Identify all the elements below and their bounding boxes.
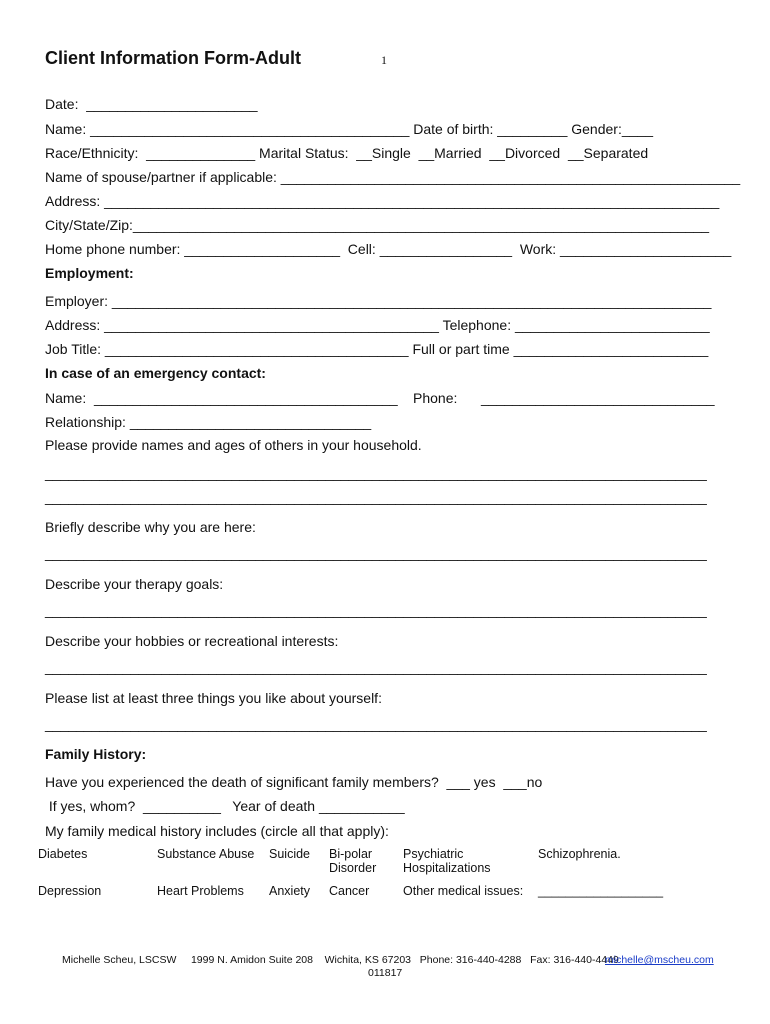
emergency-phone-field[interactable]: ______________________________	[481, 390, 715, 406]
other-medical-field[interactable]: __________________	[538, 884, 664, 898]
emergency-phone-label: Phone:	[413, 390, 458, 406]
therapy-goals-line[interactable]: _____________________________________________________________________________________	[45, 602, 707, 618]
spouse-name-field[interactable]: Name of spouse/partner if applicable: ___________________________________________________________	[45, 169, 741, 185]
condition-bipolar-line1[interactable]: Bi-polar	[329, 847, 373, 861]
condition-substance-abuse[interactable]: Substance Abuse	[157, 847, 255, 861]
household-prompt: Please provide names and ages of others in your household.	[45, 437, 422, 453]
date-field[interactable]: Date: ______________________	[45, 96, 258, 112]
other-medical-label: Other medical issues:	[403, 884, 524, 898]
employer-field[interactable]: Employer: _____________________________________________________________________________	[45, 293, 712, 309]
like-yourself-line[interactable]: _____________________________________________________________________________________	[45, 716, 707, 732]
family-medical-prompt: My family medical history includes (circle all that apply):	[45, 823, 389, 839]
family-history-heading: Family History:	[45, 746, 147, 762]
condition-bipolar-line2[interactable]: Disorder	[329, 861, 377, 875]
form-title: Client Information Form-Adult	[45, 48, 301, 68]
employer-address-telephone-line[interactable]: Address: ___________________________________________ Telephone: _________________________	[45, 317, 710, 333]
hobbies-prompt: Describe your hobbies or recreational interests:	[45, 633, 339, 649]
address-field[interactable]: Address: _______________________________________________________________________________	[45, 193, 720, 209]
footer-form-code: 011817	[368, 967, 403, 979]
employment-heading: Employment:	[45, 265, 134, 281]
why-here-line[interactable]: _____________________________________________________________________________________	[45, 545, 707, 561]
like-yourself-prompt: Please list at least three things you like about yourself:	[45, 690, 382, 706]
condition-cancer[interactable]: Cancer	[329, 884, 370, 898]
footer-email-link[interactable]: michelle@mscheu.com	[605, 954, 714, 966]
condition-suicide[interactable]: Suicide	[269, 847, 310, 861]
household-line-1[interactable]: _____________________________________________________________________________________	[45, 465, 707, 481]
race-marital-line[interactable]: Race/Ethnicity: ______________ Marital Status: __Single __Married __Divorced __Separated	[45, 145, 649, 161]
condition-heart-problems[interactable]: Heart Problems	[157, 884, 244, 898]
household-line-2[interactable]: _____________________________________________________________________________________	[45, 489, 707, 505]
condition-anxiety[interactable]: Anxiety	[269, 884, 310, 898]
relationship-field[interactable]: Relationship: _______________________________	[45, 414, 372, 430]
hobbies-line[interactable]: _____________________________________________________________________________________	[45, 659, 707, 675]
name-dob-gender-line[interactable]: Name: _________________________________________ Date of birth: _________ Gender:____	[45, 121, 653, 137]
condition-depression[interactable]: Depression	[38, 884, 102, 898]
death-whom-year-line[interactable]: If yes, whom? __________ Year of death ___________	[45, 798, 405, 814]
phone-numbers-line[interactable]: Home phone number: ____________________ Cell: _________________ Work: ______________________	[45, 241, 732, 257]
why-here-prompt: Briefly describe why you are here:	[45, 519, 256, 535]
condition-diabetes[interactable]: Diabetes	[38, 847, 88, 861]
footer-contact: Michelle Scheu, LSCSW 1999 N. Amidon Suite 208 Wichita, KS 67203 Phone: 316-440-4288 Fax: 316-440-4449	[62, 954, 619, 966]
page-number: 1	[381, 53, 387, 67]
condition-psychiatric-line2[interactable]: Hospitalizations	[403, 861, 491, 875]
condition-schizophrenia[interactable]: Schizophrenia.	[538, 847, 621, 861]
emergency-name-field[interactable]: Name: _______________________________________	[45, 390, 398, 406]
city-state-zip-field[interactable]: City/State/Zip:__________________________________________________________________________	[45, 217, 710, 233]
emergency-heading: In case of an emergency contact:	[45, 365, 266, 381]
family-death-question[interactable]: Have you experienced the death of significant family members? ___ yes ___no	[45, 774, 543, 790]
job-title-line[interactable]: Job Title: _______________________________________ Full or part time _________________________	[45, 341, 709, 357]
condition-psychiatric-line1[interactable]: Psychiatric	[403, 847, 464, 861]
therapy-goals-prompt: Describe your therapy goals:	[45, 576, 224, 592]
